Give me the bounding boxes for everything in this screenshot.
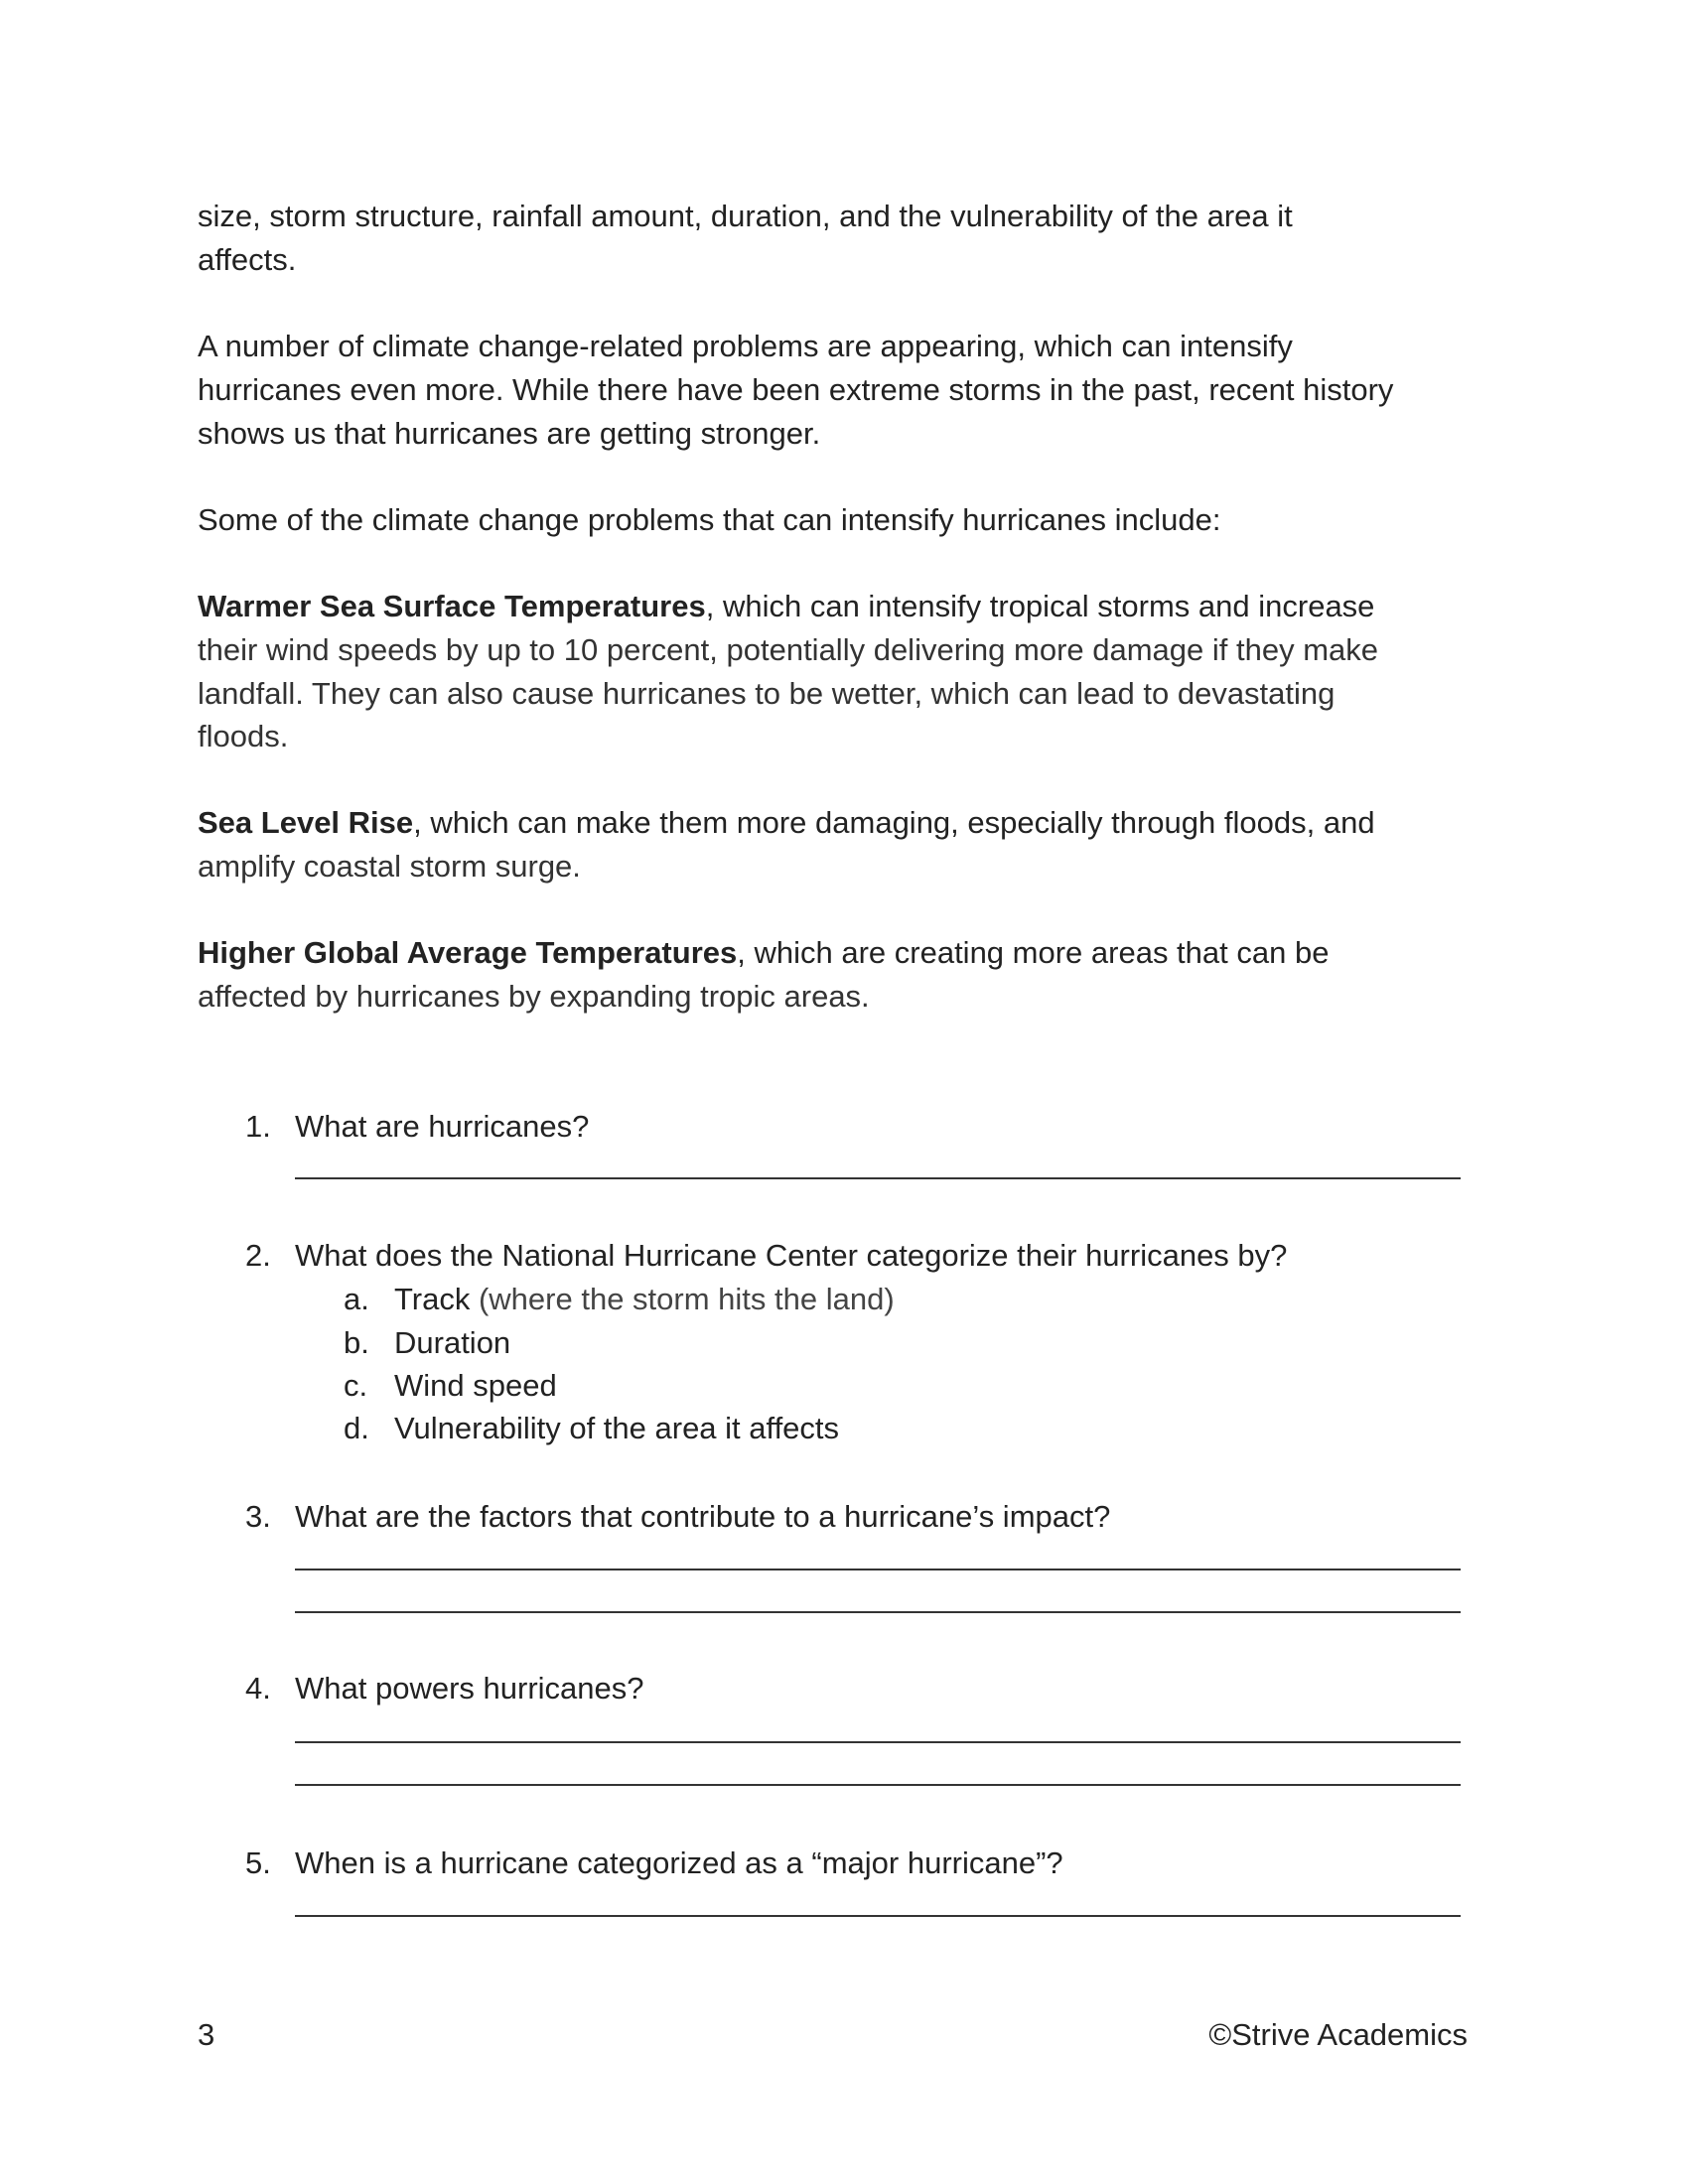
question-text: What are hurricanes?	[295, 1109, 590, 1144]
question-number: 4.	[245, 1671, 271, 1706]
question-text: What are the factors that contribute to a hurricane’s impact?	[295, 1499, 1111, 1534]
option-a	[394, 1278, 895, 1321]
answer-line[interactable]	[295, 1784, 1461, 1786]
text-line: affected by hurricanes by expanding tropic areas.	[198, 979, 870, 1014]
text-line: floods.	[198, 719, 289, 753]
answer-line[interactable]	[295, 1569, 1461, 1570]
text-line: , which can intensify tropical storms and increase	[705, 589, 1375, 623]
question-text: When is a hurricane categorized as a “major hurricane”?	[295, 1845, 1063, 1880]
option-text: Track	[394, 1282, 471, 1316]
text-line: , which can make them more damaging, especially through floods, and	[413, 805, 1375, 840]
question-text: What powers hurricanes?	[295, 1671, 644, 1706]
copyright: ©Strive Academics	[1208, 2017, 1468, 2052]
factor-term: Sea Level Rise	[198, 805, 414, 840]
answer-line[interactable]	[295, 1177, 1461, 1179]
question-number: 2.	[245, 1238, 271, 1273]
text-line: , which are creating more areas that can be	[737, 935, 1330, 970]
text-line: amplify coastal storm surge.	[198, 849, 581, 884]
option-d: Vulnerability of the area it affects	[394, 1411, 840, 1445]
question-number: 5.	[245, 1845, 271, 1880]
text-line: hurricanes even more. While there have been extreme storms in the past, recent history	[198, 372, 1394, 407]
question-number: 1.	[245, 1109, 271, 1144]
factor-term: Higher Global Average Temperatures	[198, 935, 738, 970]
option-letter: d.	[344, 1411, 369, 1445]
text-line: landfall. They can also cause hurricanes to be wetter, which can lead to devastating	[198, 676, 1336, 711]
factor-term: Warmer Sea Surface Temperatures	[198, 589, 706, 623]
answer-line[interactable]	[295, 1915, 1461, 1917]
option-letter: b.	[344, 1325, 369, 1360]
intro-paragraph-3: Some of the climate change problems that can intensify hurricanes include:	[198, 502, 1221, 537]
text-line: their wind speeds by up to 10 percent, potentially delivering more damage if they make	[198, 632, 1379, 667]
answer-line[interactable]	[295, 1611, 1461, 1613]
text-line: shows us that hurricanes are getting stronger.	[198, 416, 821, 451]
question-number: 3.	[245, 1499, 271, 1534]
option-letter: c.	[344, 1368, 368, 1403]
question-text: What does the National Hurricane Center categorize their hurricanes by?	[295, 1238, 1288, 1273]
option-note: (where the storm hits the land)	[470, 1282, 895, 1316]
text-line: A number of climate change-related problems are appearing, which can intensify	[198, 329, 1293, 363]
option-c: Wind speed	[394, 1368, 557, 1403]
page-number: 3	[198, 2017, 215, 2052]
option-b: Duration	[394, 1325, 511, 1360]
option-letter: a.	[344, 1282, 369, 1316]
text-line: size, storm structure, rainfall amount, duration, and the vulnerability of the area it	[198, 199, 1293, 233]
answer-line[interactable]	[295, 1741, 1461, 1743]
text-line: affects.	[198, 242, 297, 277]
